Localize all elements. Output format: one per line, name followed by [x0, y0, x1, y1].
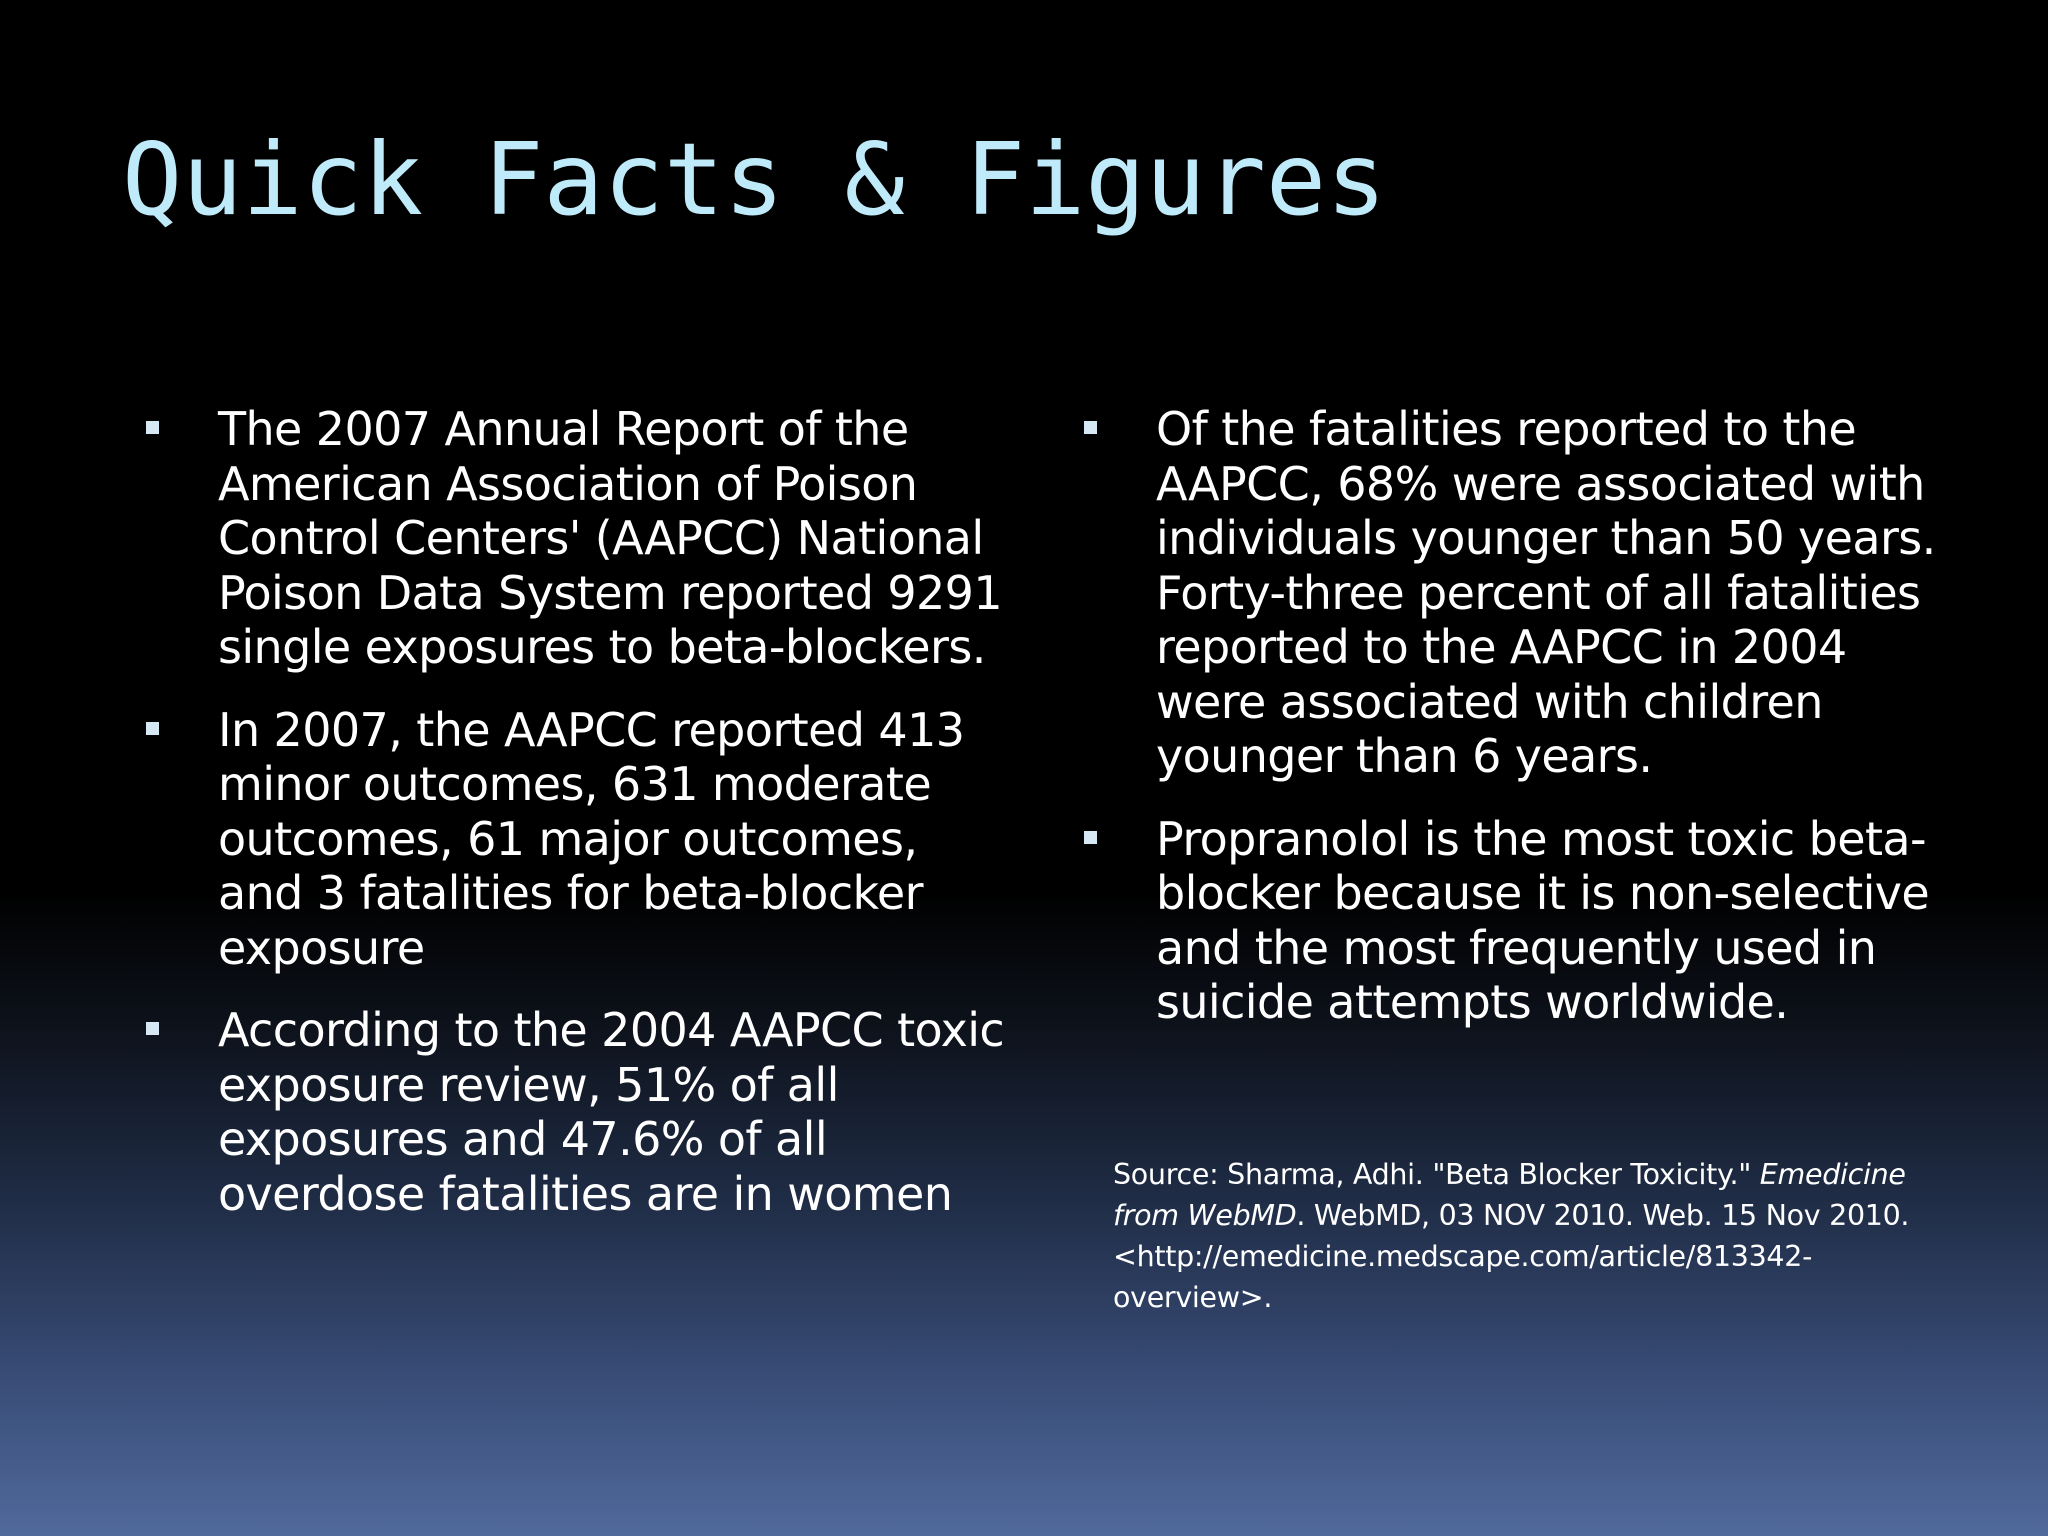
bullet-text: Of the fatalities reported to the AAPCC, 68% were associated with individuals younger than 50 years. Forty-three percent of all fatalities reported to the AAPCC in 2004 were associated with children younger than 6 years.: [1156, 402, 1936, 783]
left-bullet-list: [140, 402, 1010, 1249]
square-bullet-icon: [146, 421, 159, 434]
bullet-text: In 2007, the AAPCC reported 413 minor outcomes, 631 moderate outcomes, 61 major outcomes, and 3 fatalities for beta-blocker exposure: [218, 702, 965, 975]
square-bullet-icon: [146, 1022, 159, 1035]
slide-title: Quick Facts & Figures: [122, 121, 1387, 238]
bullet-text: Propranolol is the most toxic beta-blocker because it is non-selective and the most frequently used in suicide attempts worldwide.: [1156, 811, 1930, 1029]
bullet-text: The 2007 Annual Report of the American Association of Poison Control Centers' (AAPCC) National Poison Data System reported 9291 single exposures to beta-blockers.: [218, 402, 1003, 674]
square-bullet-icon: [1084, 831, 1097, 844]
source-suffix: . WebMD, 03 NOV 2010. Web. 15 Nov 2010. <http://emedicine.medscape.com/article/813342-overview>.: [1113, 1199, 1910, 1314]
bullet-item: [140, 1003, 1010, 1221]
square-bullet-icon: [146, 722, 159, 735]
bullet-item: [140, 402, 1010, 675]
bullet-item: [140, 703, 1010, 976]
source-citation: [1113, 1154, 1913, 1318]
right-bullet-list: [1078, 402, 1958, 1058]
bullet-item: [1078, 402, 1958, 784]
source-prefix: Source: Sharma, Adhi. "Beta Blocker Toxicity.": [1113, 1158, 1760, 1191]
bullet-item: [1078, 812, 1958, 1030]
source-publication: Emedicine from WebMD: [1113, 1158, 1906, 1232]
square-bullet-icon: [1084, 421, 1097, 434]
bullet-text: According to the 2004 AAPCC toxic exposure review, 51% of all exposures and 47.6% of all overdose fatalities are in women: [218, 1003, 1005, 1221]
